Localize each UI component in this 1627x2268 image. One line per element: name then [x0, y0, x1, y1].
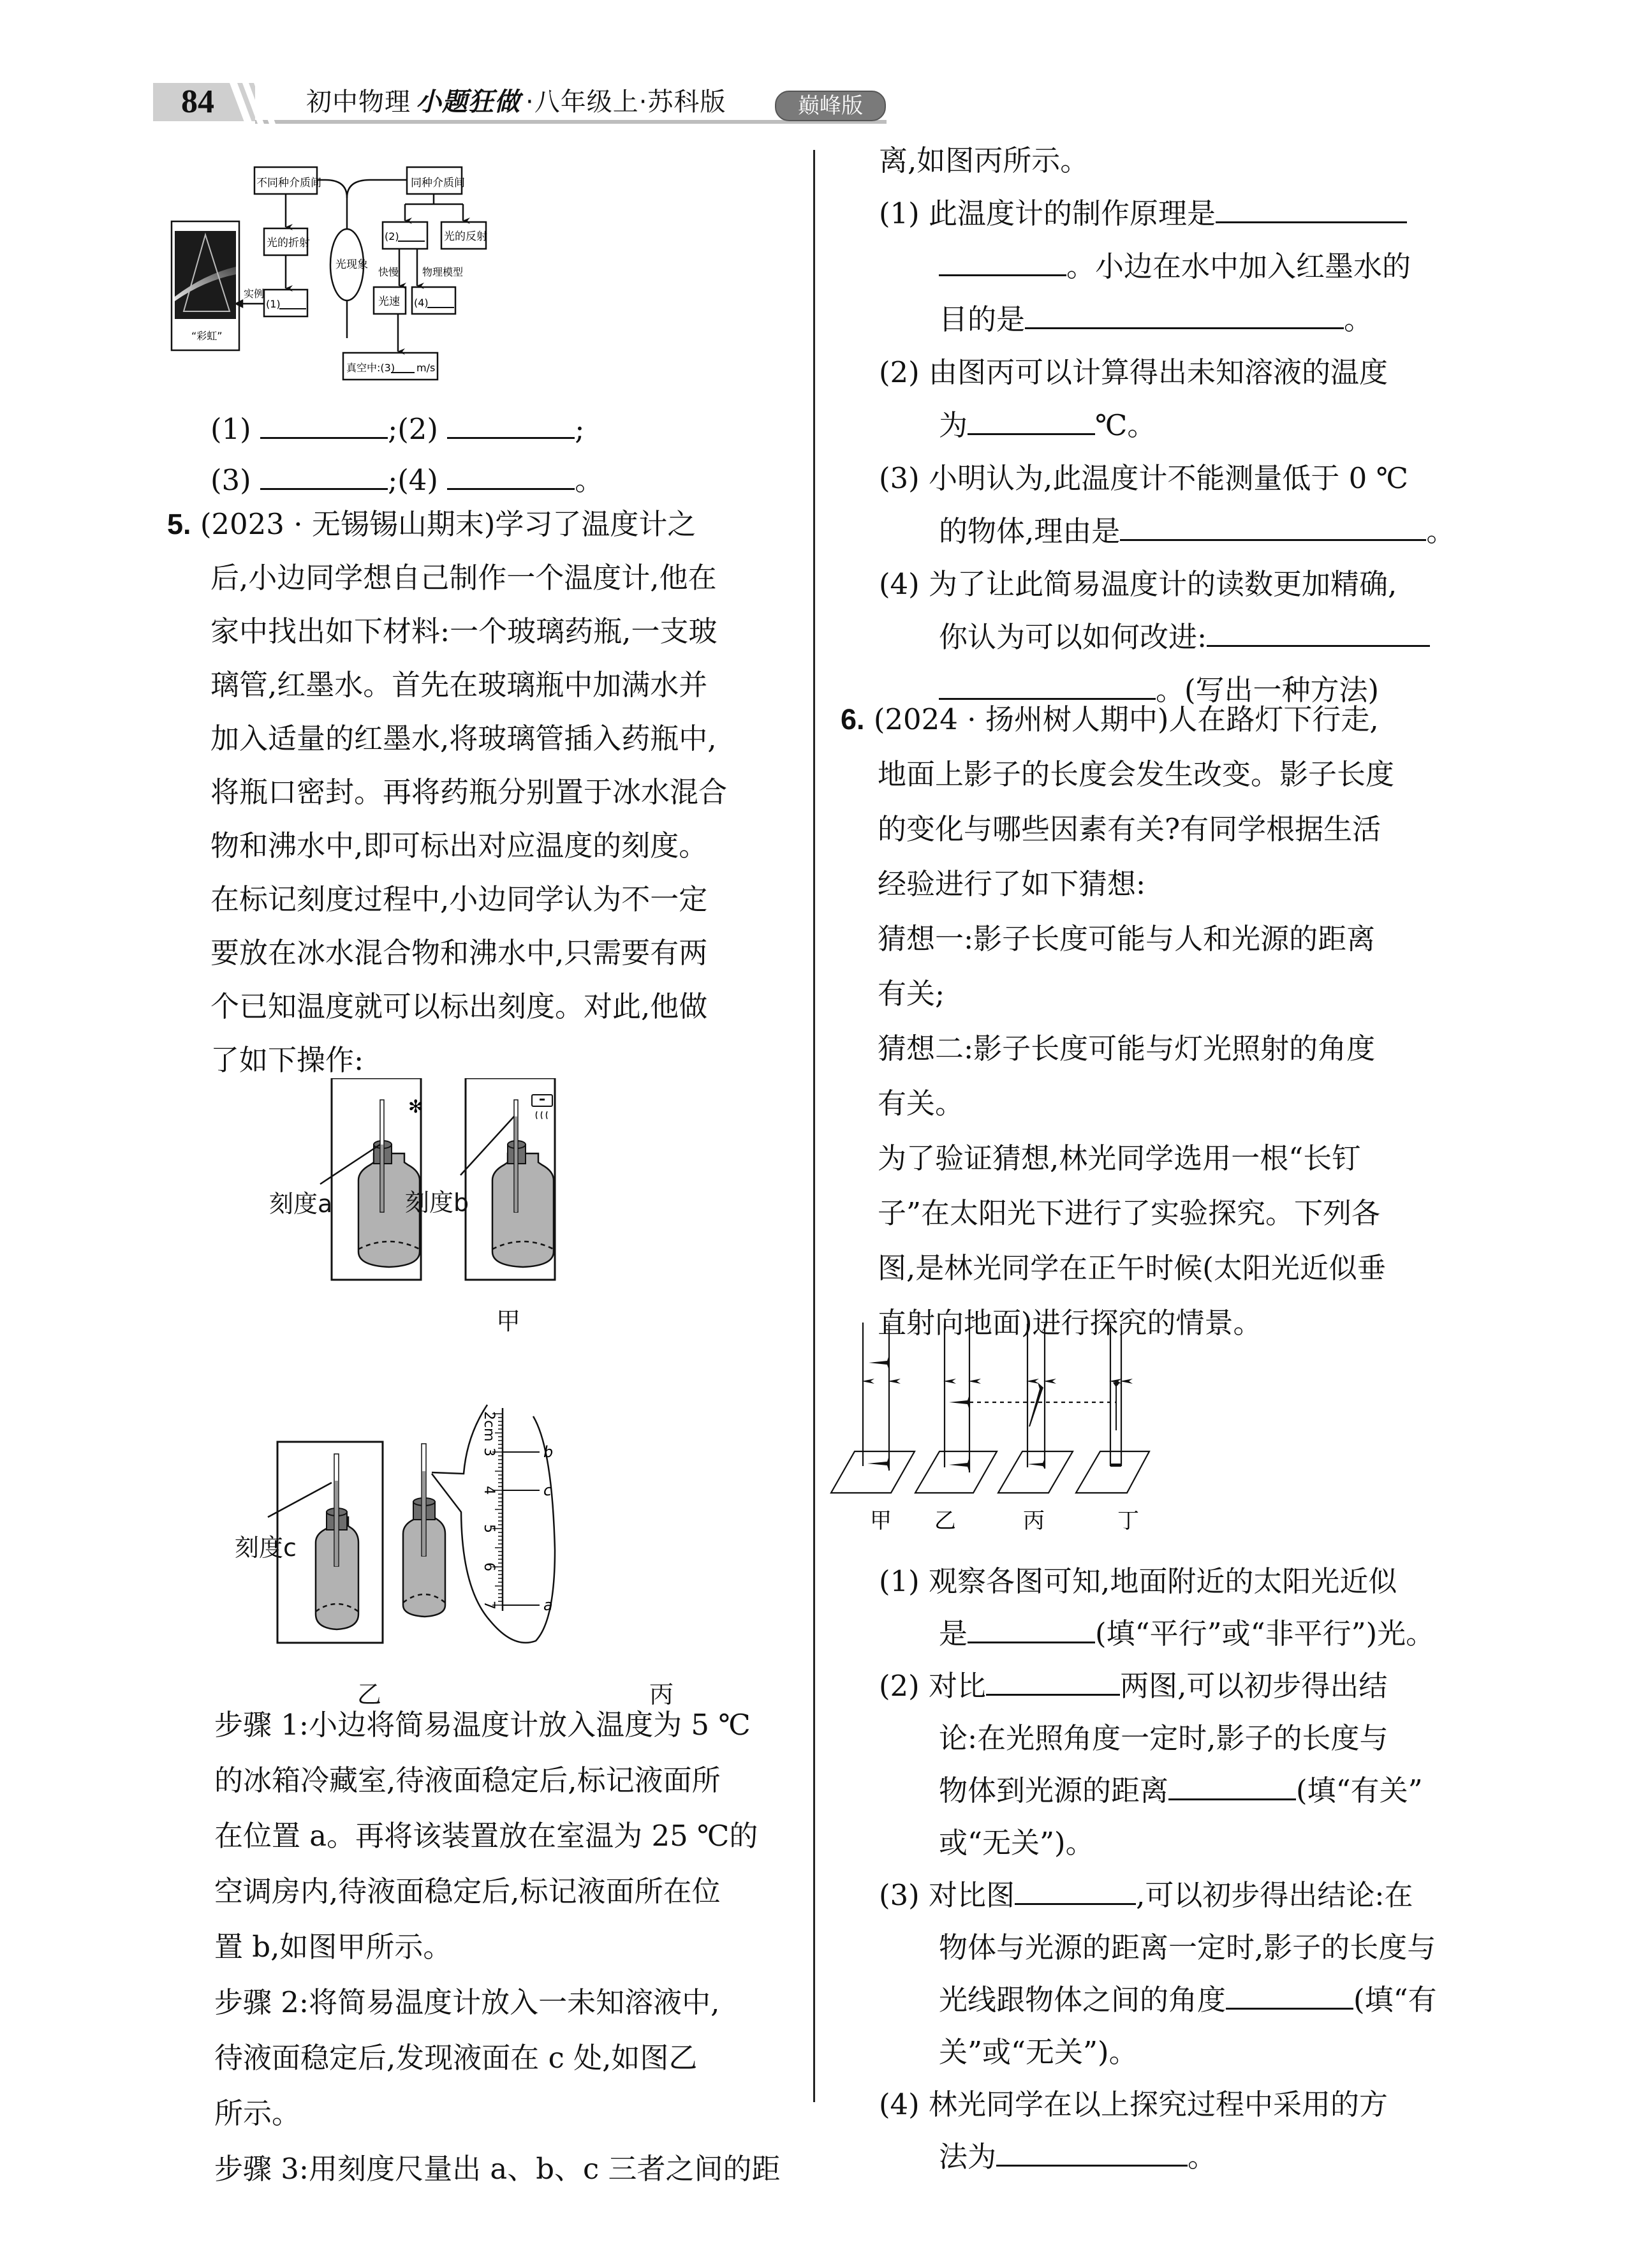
q6-4-blank[interactable] — [996, 2139, 1188, 2167]
q5-source: (2023 · 无锡锡山期末) — [200, 507, 496, 541]
q5-line-0: 5. (2023 · 无锡锡山期末)学习了温度计之 — [167, 507, 696, 541]
q6-line: 的变化与哪些因素有关?有同学根据生活 — [878, 812, 1381, 846]
ground-plane-bing — [998, 1451, 1073, 1493]
step-line: 的冰箱冷藏室,待液面稳定后,标记液面所 — [214, 1763, 721, 1797]
q5-1-blank-c[interactable] — [1025, 302, 1344, 329]
bottle-jia-left — [320, 1078, 423, 1280]
q6-line: 直射向地面)进行探究的情景。 — [878, 1306, 1262, 1340]
q5-line: 加入适量的红墨水,将玻璃管插入药瓶中, — [210, 722, 717, 755]
q6-line: 图,是林光同学在正午时候(太阳光近似垂 — [878, 1251, 1386, 1285]
q5-line: 璃管,红墨水。首先在玻璃瓶中加满水并 — [210, 668, 708, 702]
step-line: 步骤 3:用刻度尺量出 a、b、c 三者之间的距 — [214, 2152, 781, 2186]
label-vacuum-prefix: 真空中:(3) — [346, 362, 395, 374]
caption-q6-jia: 甲 — [870, 1508, 892, 1534]
q5-cont: 离,如图丙所示。 — [879, 144, 1089, 177]
page-number: 84 — [181, 84, 214, 120]
q5-1-blank-a[interactable] — [1216, 196, 1407, 223]
q5-1-blank-b[interactable] — [939, 249, 1066, 276]
q6-3-blank-b[interactable] — [1226, 1982, 1353, 2010]
label-rainbow: “彩虹” — [191, 330, 223, 342]
label-refraction: 光的折射 — [267, 237, 310, 249]
q6-3-blank-a[interactable] — [1015, 1878, 1136, 1905]
shadow-bing — [1027, 1458, 1045, 1469]
bottle-jia-right — [460, 1078, 555, 1280]
label-blank-2: (2) — [385, 230, 399, 242]
q5-line: 物和沸水中,即可标出对应温度的刻度。 — [210, 829, 708, 863]
label-speed: 快慢 — [378, 266, 399, 278]
q6-line: 经验进行了如下猜想: — [878, 867, 1146, 901]
header-stripes-decoration — [230, 83, 281, 124]
caption-q6-bing: 丙 — [1023, 1508, 1045, 1534]
q6-line: 子”在太阳光下进行了实验探究。下列各 — [878, 1196, 1381, 1230]
q5-line: 后,小边同学想自己制作一个温度计,他在 — [210, 561, 717, 595]
label-reflection: 光的反射 — [444, 230, 487, 243]
step-line: 所示。 — [214, 2096, 301, 2130]
shadow-yi — [949, 1457, 969, 1472]
step-line: 待液面稳定后,发现液面在 c 处,如图乙 — [214, 2041, 698, 2075]
q4-label-4: ;(4) — [388, 463, 438, 497]
ruler-tick-label: 4 — [481, 1486, 497, 1495]
figure-yi-bing-thermometers — [191, 1391, 702, 1646]
q4-answer-line-1 — [210, 402, 584, 457]
q5-line: 了如下操作: — [210, 1043, 364, 1077]
ruler-tick-label: 7 — [481, 1601, 497, 1610]
q6-2-blank-a[interactable] — [986, 1668, 1120, 1696]
ground-plane-jia — [831, 1451, 915, 1493]
label-different-media: 不同种介质间 — [256, 177, 321, 189]
label-scale-b: 刻度b — [405, 1189, 469, 1217]
nail-jia — [869, 1355, 889, 1370]
shadow-ding — [1110, 1464, 1121, 1467]
nail-bing — [1029, 1382, 1043, 1427]
book-title — [306, 83, 726, 121]
q4-end-2: 。 — [575, 463, 604, 497]
step-line: 置 b,如图甲所示。 — [214, 1930, 452, 1964]
concept-map-diagram — [166, 153, 829, 383]
edition-badge: 巅峰版 — [775, 91, 886, 121]
q6-line: 有关; — [878, 977, 945, 1011]
label-blank-1: (1) — [266, 298, 281, 310]
q4-end-1: ; — [575, 412, 585, 446]
q4-blank-2[interactable] — [447, 411, 575, 439]
q6-subquestions: (1) 观察各图可知,地面附近的太阳光近似 是 (填“平行”或“非平行”)光。 (2) 对比 两图,可以初步得出结 论:在光照角度一定时,影子的长度与 物体到光源的距离 (填“有关” 或“无关”)。 (3) 对比图 ,可以初步得出结论:在 物体与光源的距离一定时,影子的长度与 光线跟物体之间的角度 (填“有 关”或“无关”)。 (4) 林光同学在以上探究过程中采用的方 法为 。 — [879, 1564, 1437, 2174]
step-line: 步骤 2:将简易温度计放入一未知溶液中, — [214, 1985, 720, 2019]
q6-source: (2024 · 扬州树人期中) — [873, 702, 1169, 736]
q4-blank-1[interactable] — [260, 411, 388, 439]
ruler-tick-label: 2cm — [481, 1411, 497, 1442]
q5-line: 要放在冰水混合物和沸水中,只需要有两 — [210, 936, 708, 970]
q6-line: 猜想二:影子长度可能与灯光照射的角度 — [878, 1032, 1376, 1065]
figure-nail-shadows — [823, 1301, 1499, 1557]
q4-label-3: (3) — [210, 463, 251, 497]
q4-label-2: ;(2) — [388, 412, 438, 446]
ground-plane-ding — [1076, 1451, 1149, 1493]
step-line: 步骤 1:小边将简易温度计放入温度为 5 ℃ — [214, 1708, 751, 1742]
step-line: 空调房内,待液面稳定后,标记液面所在位 — [214, 1874, 721, 1908]
q5-subquestions: 离,如图丙所示。 (1) 此温度计的制作原理是 。小边在水中加入红墨水的 目的是 。 (2) 由图丙可以计算得出未知溶液的温度 为 ℃。 (3) 小明认为,此温度计不能测量低于 0 ℃ 的物体,理由是 。 (4) 为了让此简易温度计的读数更加精确, 你认为可以如何改进: 。(写出一种方法) — [879, 134, 1455, 716]
q5-2-blank[interactable] — [968, 408, 1095, 435]
level-mark-label-a: a — [543, 1596, 553, 1614]
level-mark-label-c: c — [543, 1481, 552, 1499]
label-example: 实例 — [244, 288, 265, 300]
shadow-jia — [867, 1456, 889, 1471]
q6-1-blank[interactable] — [968, 1616, 1095, 1643]
label-scale-c: 刻度c — [235, 1534, 297, 1562]
q5-4-blank-a[interactable] — [1207, 619, 1430, 647]
q4-blank-3[interactable] — [260, 463, 388, 490]
label-blank-4: (4) — [414, 297, 429, 309]
nail-yi — [949, 1395, 969, 1410]
ruler-tick-label: 3 — [481, 1448, 497, 1456]
caption-bing: 丙 — [649, 1680, 674, 1708]
q5-line: 将瓶口密封。再将药瓶分别置于冰水混合 — [210, 775, 728, 809]
q6-line: 猜想一:影子长度可能与人和光源的距离 — [878, 922, 1376, 956]
brand-logo: 小题狂做 — [416, 87, 520, 117]
q5-line: 在标记刻度过程中,小边同学认为不一定 — [210, 882, 708, 916]
label-light-phenomena: 光现象 — [335, 258, 368, 271]
q5-line: 家中找出如下材料:一个玻璃药瓶,一支玻 — [210, 614, 718, 648]
q6-line: 有关。 — [878, 1086, 964, 1120]
q5-3-blank[interactable] — [1120, 514, 1426, 541]
step-line: 在位置 a。再将该装置放在室温为 25 ℃的 — [214, 1819, 758, 1853]
label-scale-a: 刻度a — [269, 1190, 333, 1218]
column-divider — [813, 150, 815, 2102]
q5-body — [167, 498, 727, 1087]
q6-number: 6. — [841, 703, 865, 736]
q6-line: 为了验证猜想,林光同学选用一根“长钉 — [878, 1141, 1361, 1175]
title-suffix: ·八年级上·苏科版 — [526, 87, 726, 117]
label-light-speed: 光速 — [378, 295, 400, 308]
q4-label-1: (1) — [210, 412, 251, 446]
level-mark-label-b: b — [543, 1443, 554, 1461]
q4-blank-4[interactable] — [447, 463, 575, 490]
label-same-media: 同种介质间 — [411, 177, 465, 189]
ruler-tick-label: 5 — [481, 1524, 497, 1533]
q6-line: 地面上影子的长度会发生改变。影子长度 — [878, 757, 1395, 791]
label-vacuum-unit: m/s — [416, 362, 436, 374]
title-prefix: 初中物理 — [306, 87, 411, 117]
ruler-tick-label: 6 — [481, 1562, 497, 1571]
label-physical-model: 物理模型 — [422, 266, 464, 278]
nail-ding — [1113, 1382, 1120, 1430]
q5-steps — [214, 1697, 781, 2197]
q5-number: 5. — [167, 508, 191, 540]
q6-2-blank-b[interactable] — [1168, 1773, 1296, 1800]
caption-jia: 甲 — [496, 1307, 521, 1335]
ground-plane-yi — [915, 1451, 997, 1493]
caption-q6-yi: 乙 — [934, 1508, 956, 1534]
caption-yi: 乙 — [357, 1680, 382, 1708]
caption-q6-ding: 丁 — [1117, 1508, 1139, 1534]
q5-line: 个已知温度就可以标出刻度。对此,他做 — [210, 989, 708, 1023]
snowflake-icon: ✻ — [408, 1096, 423, 1117]
bottle-bing — [403, 1444, 445, 1617]
q6-body: 6. (2024 · 扬州树人期中)人在路灯下行走, 地面上影子的长度会发生改变。影子长度 的变化与哪些因素有关?有同学根据生活 经验进行了如下猜想: 猜想一:影子长度可能与人和光源的距离 有关; 猜想二:影子长度可能与灯光照射的角度 有关。 为了验证猜想,林光同学选用一根“长钉 子”在太阳光下进行了实验探究。下列各 图,是林光同学在正午时候(太阳光近似垂 直射向地面)进行探究的情景。 — [841, 692, 1394, 1351]
